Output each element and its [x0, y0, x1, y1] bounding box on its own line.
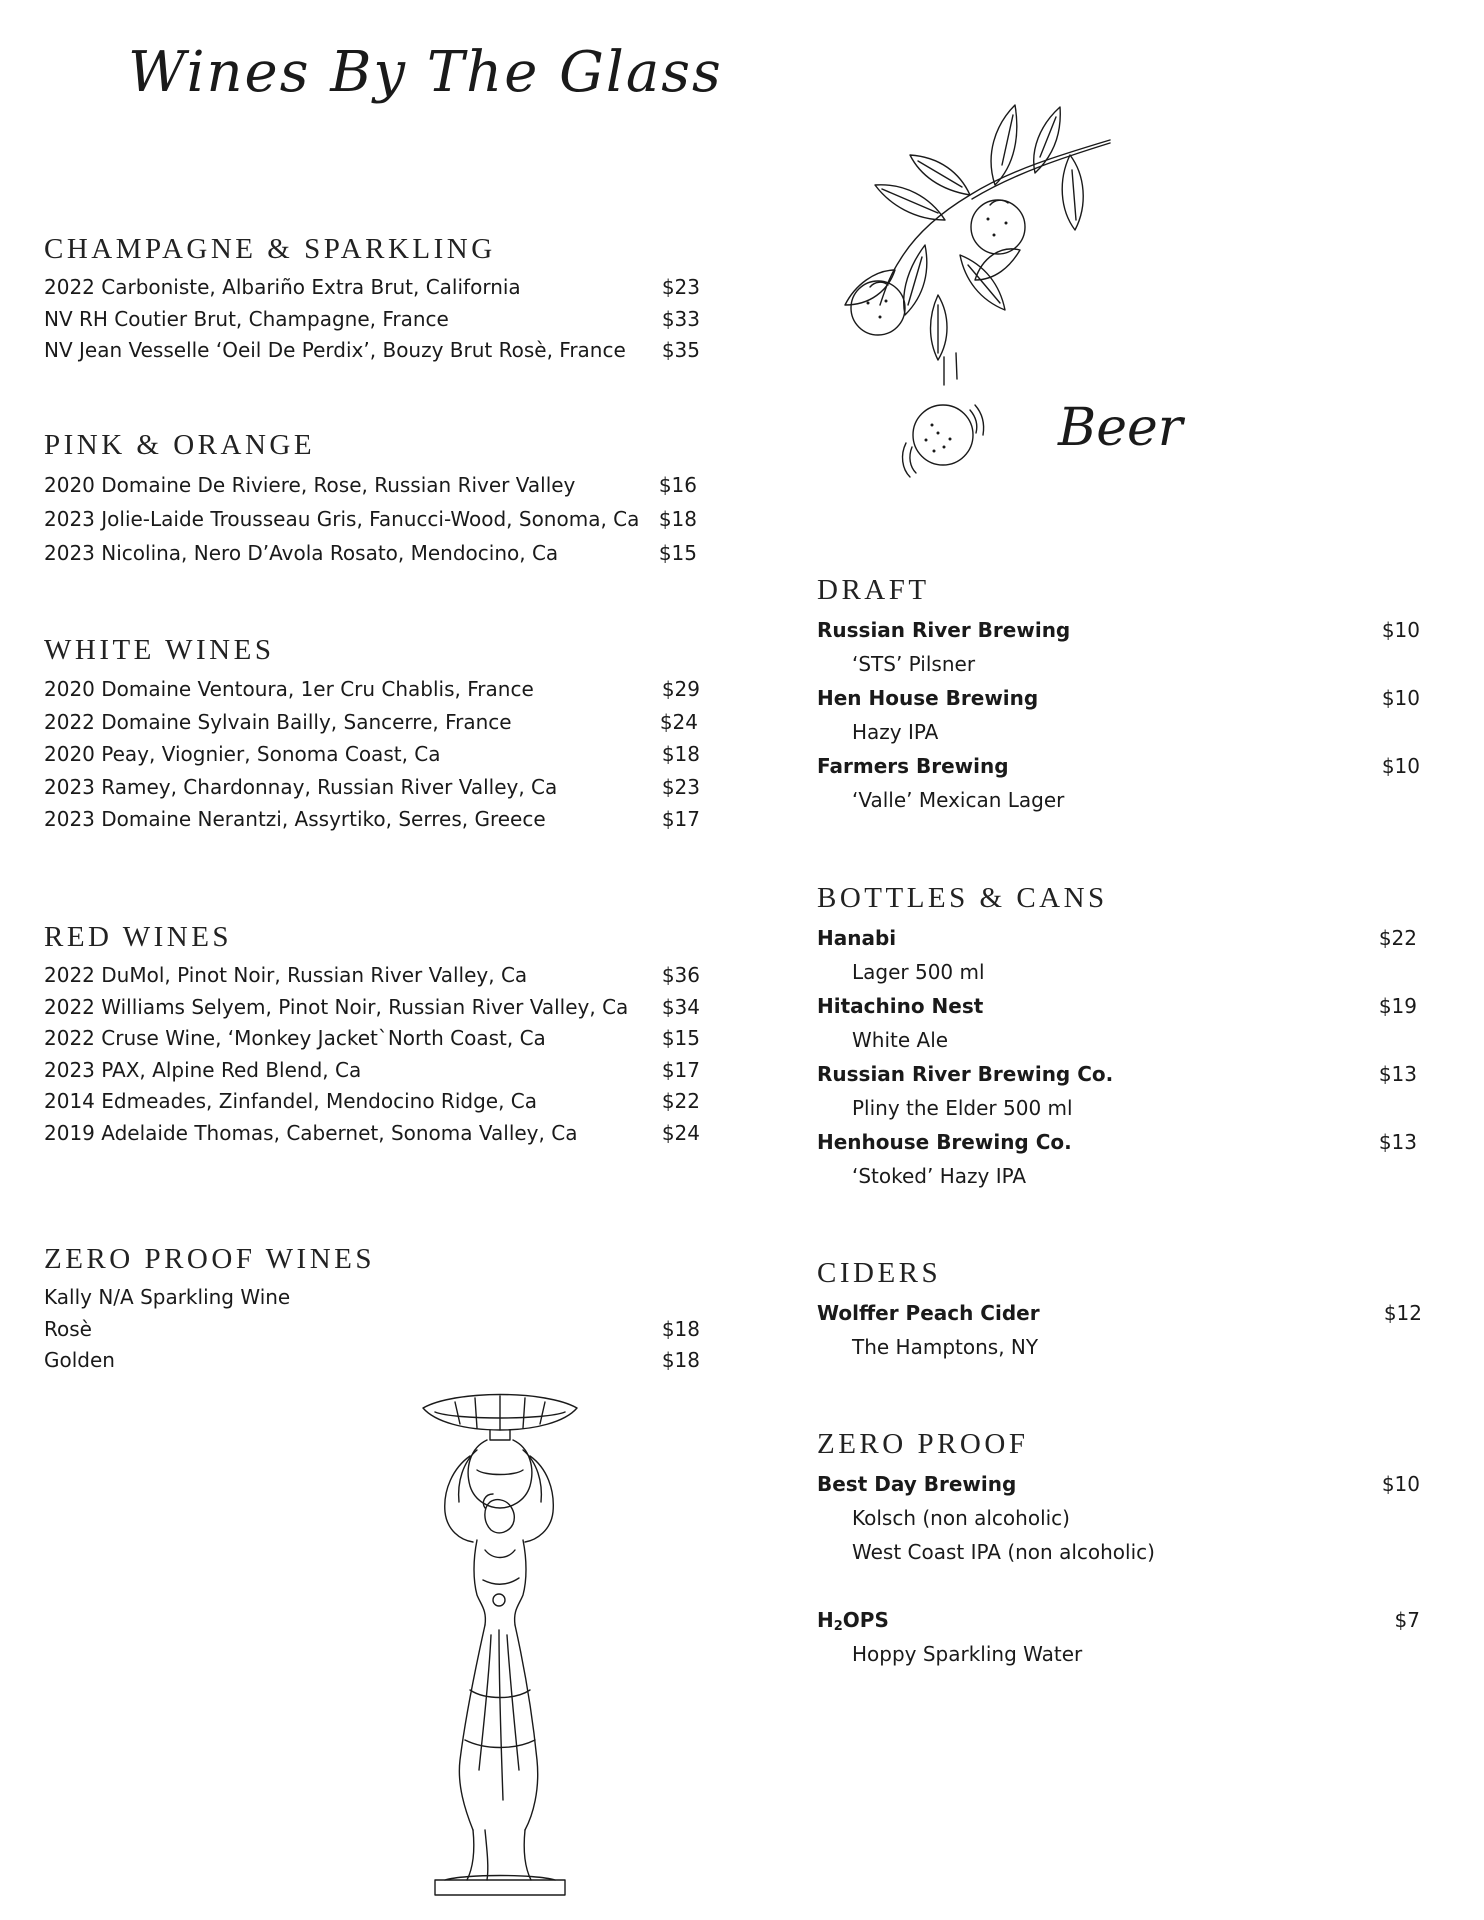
- section-champagne: [44, 232, 700, 367]
- brewery-name: Hen House Brewing: [817, 686, 1039, 710]
- beer-price: $12: [1383, 1301, 1422, 1325]
- wine-price: $15: [658, 541, 697, 565]
- wine-price: $23: [661, 774, 700, 799]
- wine-price: $24: [661, 1120, 700, 1145]
- wine-name: 2020 Peay, Viognier, Sonoma Coast, Ca: [44, 742, 441, 766]
- brewery-name: Farmers Brewing: [817, 754, 1009, 778]
- wine-price: $33: [661, 306, 700, 331]
- wine-row: [44, 1118, 700, 1150]
- wine-name: NV RH Coutier Brut, Champagne, France: [44, 306, 449, 331]
- beer-style: White Ale: [852, 1028, 949, 1052]
- beer-style: Lager 500 ml: [852, 960, 985, 984]
- section-heading: ZERO PROOF WINES: [44, 1243, 375, 1275]
- brewery-name: Henhouse Brewing Co.: [817, 1130, 1072, 1154]
- beer-price: $19: [1378, 994, 1417, 1018]
- brewery-name: Wolffer Peach Cider: [817, 1301, 1040, 1325]
- beer-row: [817, 749, 1420, 783]
- brewery-name: Russian River Brewing Co.: [817, 1062, 1114, 1086]
- wine-price: $23: [661, 275, 700, 299]
- wine-price: $17: [661, 807, 700, 831]
- wine-name: 2022 Williams Selyem, Pinot Noir, Russian River Valley, Ca: [44, 994, 629, 1019]
- beer-row: [817, 1467, 1420, 1501]
- wine-name: 2023 Nicolina, Nero D’Avola Rosato, Mendocino, Ca: [44, 541, 559, 565]
- wine-name: 2022 DuMol, Pinot Noir, Russian River Valley, Ca: [44, 963, 528, 987]
- wine-name: Rosè: [44, 1316, 92, 1341]
- beer-style: Hoppy Sparkling Water: [852, 1642, 1083, 1666]
- wine-row: [44, 335, 700, 367]
- wine-price: $34: [661, 994, 700, 1019]
- wine-price: $24: [659, 709, 698, 734]
- wine-row: [44, 1282, 700, 1314]
- wine-name: 2023 PAX, Alpine Red Blend, Ca: [44, 1057, 362, 1082]
- statue-illustration: [415, 1390, 585, 1900]
- wine-name: 2022 Domaine Sylvain Bailly, Sancerre, France: [44, 709, 512, 734]
- wine-row: [44, 1314, 700, 1346]
- brewery-name: Hitachino Nest: [817, 994, 984, 1018]
- wine-price: $29: [661, 677, 700, 701]
- brewery-name: Best Day Brewing: [817, 1472, 1017, 1496]
- beer-style: Hazy IPA: [852, 720, 939, 744]
- section-heading: RED WINES: [44, 921, 233, 953]
- section-bottles-cans: [817, 881, 1417, 1193]
- beer-style: Pliny the Elder 500 ml: [852, 1096, 1073, 1120]
- wine-row: [44, 468, 700, 502]
- beer-price: $10: [1381, 686, 1420, 710]
- wine-row: [44, 673, 700, 706]
- section-white-wines: [44, 633, 700, 836]
- wine-price: $18: [658, 507, 697, 531]
- wine-row: [44, 1086, 700, 1118]
- wine-row: [44, 738, 700, 771]
- beer-style: Kolsch (non alcoholic): [852, 1506, 1070, 1530]
- section-pink-orange: [44, 428, 700, 570]
- beer-style: ‘Valle’ Mexican Lager: [852, 788, 1065, 812]
- hops-name-pre: H: [817, 1608, 834, 1632]
- wine-price: $36: [661, 963, 700, 987]
- wine-row: [44, 304, 700, 336]
- beer-row: [817, 1296, 1422, 1330]
- beer-price: $10: [1381, 1472, 1420, 1496]
- brewery-name: Russian River Brewing: [817, 618, 1071, 642]
- section-draft: [817, 573, 1420, 817]
- beer-row: [817, 1057, 1417, 1091]
- hops-name-post: OPS: [842, 1608, 889, 1632]
- wine-row: [44, 272, 700, 304]
- wine-price: $18: [661, 1348, 700, 1372]
- beer-row: [817, 1603, 1420, 1637]
- wine-price: $15: [661, 1026, 700, 1050]
- wine-name: Golden: [44, 1348, 115, 1372]
- wine-name: 2020 Domaine Ventoura, 1er Cru Chablis, France: [44, 677, 534, 701]
- beer-row: [817, 613, 1420, 647]
- wine-row: [44, 1055, 700, 1087]
- beer-style: West Coast IPA (non alcoholic): [852, 1540, 1155, 1564]
- wine-row: [44, 536, 700, 570]
- wine-row: [44, 502, 700, 536]
- beer-style: ‘STS’ Pilsner: [852, 652, 976, 676]
- beer-title: Beer: [1058, 398, 1183, 458]
- wine-name: 2023 Ramey, Chardonnay, Russian River Valley, Ca: [44, 774, 558, 799]
- wine-name: 2019 Adelaide Thomas, Cabernet, Sonoma Valley, Ca: [44, 1120, 578, 1145]
- section-heading: BOTTLES & CANS: [817, 882, 1108, 914]
- hops-name-sub: 2: [833, 1619, 843, 1634]
- wine-price: $18: [661, 1316, 700, 1341]
- section-ciders: [817, 1256, 1422, 1364]
- wine-price: $17: [661, 1057, 700, 1082]
- wine-row: [44, 706, 700, 739]
- wine-price: $16: [658, 473, 697, 497]
- section-heading: ZERO PROOF: [817, 1428, 1029, 1460]
- beer-price: $22: [1378, 926, 1417, 950]
- beer-price: $13: [1378, 1130, 1417, 1154]
- wine-price: $35: [661, 338, 700, 362]
- brewery-name: Hanabi: [817, 926, 897, 950]
- section-heading: PINK & ORANGE: [44, 429, 316, 461]
- section-red-wines: [44, 920, 700, 1149]
- wine-row: [44, 803, 700, 836]
- beer-style: ‘Stoked’ Hazy IPA: [852, 1164, 1027, 1188]
- wine-row: [44, 1345, 700, 1377]
- section-heading: CIDERS: [817, 1257, 942, 1289]
- section-heading: CHAMPAGNE & SPARKLING: [44, 233, 496, 265]
- beer-style: The Hamptons, NY: [852, 1335, 1039, 1359]
- wine-name: NV Jean Vesselle ‘Oeil De Perdix’, Bouzy Brut Rosè, France: [44, 338, 626, 362]
- wine-row: [44, 992, 700, 1024]
- beer-row: [817, 1125, 1417, 1159]
- wine-row: [44, 960, 700, 992]
- wine-name: 2014 Edmeades, Zinfandel, Mendocino Ridge, Ca: [44, 1089, 538, 1113]
- beer-price: $10: [1381, 754, 1420, 778]
- wine-price: $22: [661, 1089, 700, 1113]
- wine-name: 2023 Domaine Nerantzi, Assyrtiko, Serres, Greece: [44, 807, 546, 831]
- wine-name: 2020 Domaine De Riviere, Rose, Russian River Valley: [44, 473, 576, 497]
- beer-price: $10: [1381, 618, 1420, 642]
- beer-row: [817, 989, 1417, 1023]
- beer-price: $7: [1394, 1608, 1420, 1632]
- beer-row: [817, 681, 1420, 715]
- wine-name: Kally N/A Sparkling Wine: [44, 1285, 291, 1309]
- section-zero-proof-wines: [44, 1242, 700, 1377]
- wine-price: $18: [661, 742, 700, 766]
- wine-name: 2022 Cruse Wine, ‘Monkey Jacket`North Coast, Ca: [44, 1026, 546, 1050]
- section-zero-proof-beer: [817, 1427, 1420, 1671]
- wine-name: 2022 Carboniste, Albariño Extra Brut, California: [44, 275, 521, 299]
- beer-price: $13: [1378, 1062, 1417, 1086]
- section-heading: WHITE WINES: [44, 634, 275, 666]
- wine-row: [44, 771, 700, 804]
- beer-row: [817, 921, 1417, 955]
- wine-row: [44, 1023, 700, 1055]
- page-title: Wines By The Glass: [128, 40, 723, 105]
- brewery-name: [817, 1608, 889, 1632]
- section-heading: DRAFT: [817, 574, 930, 606]
- wine-name: 2023 Jolie-Laide Trousseau Gris, Fanucci-Wood, Sonoma, Ca: [44, 507, 640, 531]
